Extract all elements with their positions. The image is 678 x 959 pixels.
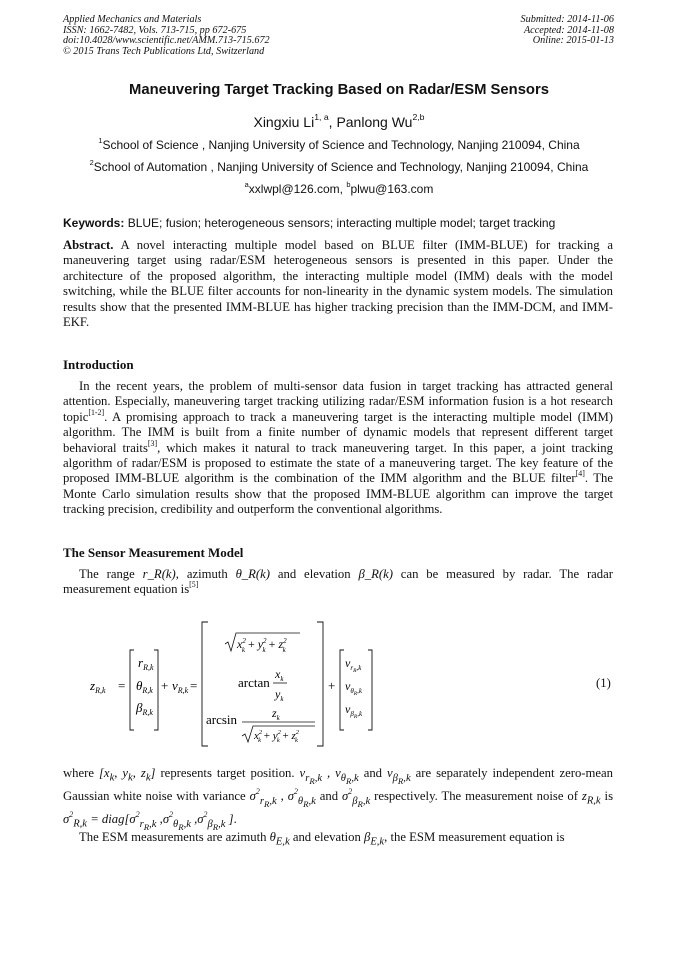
- math-inline: $\sigma^2_{R,k}$ = $diag[\sigma^2_{r_R,k}$ $,\sigma^2_{\theta_R,k}$ $,\sigma^2_{\beta_R,k}$ ]: [63, 810, 234, 832]
- body-text: and elevation: [270, 567, 359, 581]
- author-affil-sup: 1, a: [314, 112, 329, 123]
- eq-frac-num: $z_k$: [272, 706, 280, 722]
- math-symbol: r_R(k): [142, 567, 176, 581]
- math-inline: $v_{r_R,k}$ , $v_{\theta_R,k}$: [299, 766, 359, 786]
- body-text: can be measured by radar. The radar measurement equation is: [63, 567, 614, 597]
- affiliation-text: School of Automation , Nanjing University of Science and Technology, Nanjing 210094, China: [93, 160, 589, 174]
- dates-info: [521, 15, 614, 47]
- math-inline: $\sigma^2_{r_R,k}$ , $\sigma^2_{\theta_R,k}$: [249, 787, 316, 809]
- eq-noise-theta: $v_\theta R,k$: [345, 679, 363, 697]
- body-text: and: [358, 766, 387, 780]
- email-a[interactable]: xxlwpl@126.com,: [248, 182, 347, 196]
- eq-frac-num: $x_k$: [275, 667, 284, 683]
- online-date: Online: 2015-01-13: [532, 35, 614, 47]
- math-inline: $z_{R,k}$: [581, 789, 601, 807]
- esm-paragraph: [63, 830, 613, 850]
- math-fn: diag: [101, 812, 125, 827]
- body-text: The ESM measurements are azimuth: [79, 830, 270, 844]
- eq-noise: $v_{R,k}$: [172, 678, 189, 695]
- eq-plus: +: [328, 678, 336, 693]
- sqrt-expr: $x^2$ $k + y^2$ $k + z^2$ k: [237, 637, 287, 654]
- affiliation-sup: 1: [98, 136, 103, 146]
- author-affil-sup: 2,b: [412, 112, 425, 123]
- author-separator: ,: [328, 114, 337, 130]
- issn-line: ISSN: 1662-7482, Vols. 713-715, pp 672-675: [63, 24, 247, 36]
- eq-lhs: $z_{R,k}$: [90, 678, 106, 695]
- affiliation-1: [0, 138, 678, 152]
- email-sup: b: [346, 180, 351, 190]
- body-text: , azimuth: [175, 567, 236, 581]
- equation-number: (1): [596, 676, 611, 690]
- eq-vec-r: $r_{R,k}$: [138, 655, 154, 672]
- eq-vec-beta: $\beta_{R,k}$: [136, 700, 153, 717]
- abstract-text: A novel interacting multiple model based on BLUE filter (IMM-BLUE) for tracking a maneuvering target using radar/ESM heterogeneous sensors is presented in this paper. Under the architecture of the proposed algorithm, the interacting multiple model (IMM) deals with the model switching, while the BLUE filter accounts for non-linearity in the dynamic system models. The simulation results show that the presented IMM-BLUE has higher tracking precision than the IMM-DCM, and IMM-EKF.: [63, 238, 613, 330]
- eq-noise-beta: $v_\beta R,k$: [345, 702, 363, 720]
- doi-line: doi:10.4028/www.scientific.net/AMM.713-715.672: [63, 35, 270, 47]
- eq-noise-r: $v_rR,k$: [345, 656, 362, 674]
- submitted-date: Submitted: 2014-11-06: [520, 14, 614, 25]
- matrix-bracket-left: [202, 622, 208, 746]
- introduction-heading: Introduction: [63, 357, 134, 372]
- paper-title: Maneuvering Target Tracking Based on Radar/ESM Sensors: [129, 82, 549, 98]
- abstract-label: Abstract.: [63, 238, 114, 252]
- keywords-text: BLUE; fusion; heterogeneous sensors; interacting multiple model; target tracking: [124, 216, 556, 230]
- intro-text: , which makes it natural to track maneuvering target. In this paper, a joint tracking algorithm of radar/ESM is proposed to estimate the state of a maneuvering target. The key feature of the proposed IMM-BLUE algorithm is the combination of the IMM algorithm and the BLUE filter: [63, 440, 613, 486]
- body-text: and: [319, 789, 342, 804]
- email-b[interactable]: plwu@163.com: [350, 182, 434, 196]
- eq-plus: +: [161, 678, 169, 693]
- math-symbol: β_R(k): [358, 567, 393, 581]
- affiliation-2: [0, 160, 678, 174]
- equation-explanation: where [$x_k$, $y_k$, $z_k$] represents target position. $v_{r_R,k}$ , $v_{\theta_R,k}$ and $v_{\beta_R,k}$ are separately independent zero-mean Gaussian white noise with variance $\sigma^2_{r_R,k}$ , $\sigma^2_{\theta_R,k}$ and $\sigma^2_{\beta_R,k}$ respectively. The measurement noise of $z_{R,k}$ is $\sigma^2_{R,k}$ = $diag[\sigma^2_{r_R,k}$ $,\sigma^2_{\theta_R,k}$ $,\sigma^2_{\beta_R,k}$ ].: [63, 766, 614, 832]
- body-text: is: [600, 789, 614, 804]
- math-inline: $\sigma^2_{\beta_R,k}$: [342, 787, 371, 809]
- math-inline: $\beta_{E,k}$: [364, 830, 385, 848]
- copyright-line: © 2015 Trans Tech Publications Ltd, Switzerland: [63, 45, 265, 57]
- eq-frac-den: $y_k$: [275, 687, 284, 703]
- radar-measurement-equation: [90, 620, 620, 748]
- email-sup: a: [244, 180, 249, 190]
- author-line: [0, 114, 678, 130]
- sqrt-expr: $x^2$ $k + y^2$ $k + z^2$ k: [254, 729, 300, 744]
- citation: [5]: [189, 580, 199, 590]
- eq-equals: =: [118, 678, 126, 693]
- intro-text: In the recent years, the problem of multi-sensor data fusion in target tracking has attracted general attention. Especially, maneuvering target tracking utilizing radar/ESM information fusion is a hot research topic: [63, 379, 613, 424]
- math-inline: [$x_k$, $y_k$, $z_k$]: [98, 766, 156, 784]
- citation: [3]: [147, 438, 158, 448]
- eq-vec-theta: $\theta_{R,k}$: [136, 678, 153, 695]
- vector-bracket-right: [154, 650, 158, 730]
- intro-text: . A promising approach to track a maneuvering target is the interacting multiple model (IMM) algorithm. The IMM is built from a finite number of dynamic models that represent different target behavioral traits: [63, 409, 613, 455]
- journal-info: [63, 15, 270, 57]
- journal-name: Applied Mechanics and Materials: [63, 14, 202, 25]
- math-symbol: θ_R(k): [235, 567, 270, 581]
- author-name: Xingxiu Li: [253, 114, 315, 130]
- introduction-paragraph: [63, 379, 613, 518]
- author-name: Panlong Wu: [336, 114, 413, 130]
- eq-equals: =: [190, 678, 198, 693]
- keywords-label: Keywords:: [63, 216, 125, 230]
- eq-arctan: arctan: [238, 675, 270, 690]
- eq-arcsin: arcsin: [206, 712, 238, 727]
- citation: [1-2]: [88, 407, 105, 417]
- accepted-date: Accepted: 2014-11-08: [523, 24, 614, 36]
- email-line: [0, 182, 678, 196]
- body-text: are separately independent zero-mean Gaussian white noise with variance: [63, 766, 613, 804]
- body-text: represents target position.: [155, 766, 300, 780]
- affiliation-sup: 2: [89, 158, 94, 168]
- body-text: , the ESM measurement equation is: [384, 830, 565, 844]
- citation: [4]: [575, 469, 585, 479]
- math-inline: $\theta_{E,k}$: [269, 830, 290, 848]
- vector-bracket-right: [368, 650, 372, 730]
- body-text: respectively. The measurement noise of: [370, 789, 582, 804]
- affiliation-text: School of Science , Nanjing University of Science and Technology, Nanjing 210094, China: [102, 138, 580, 152]
- keywords: [63, 216, 623, 230]
- body-text: where: [63, 766, 99, 780]
- sensor-model-heading: The Sensor Measurement Model: [63, 545, 244, 560]
- vector-bracket-left: [340, 650, 344, 730]
- matrix-bracket-right: [317, 622, 323, 746]
- sensor-model-paragraph: [63, 567, 613, 598]
- intro-text: . The Monte Carlo simulation results show that the proposed IMM-BLUE algorithm can improve the target tracking precision, credibility and outperform the conventional algorithms.: [63, 471, 613, 517]
- body-text: The range: [79, 567, 143, 581]
- abstract: [63, 238, 613, 330]
- math-inline: $v_{\beta_R,k}$: [387, 766, 411, 786]
- vector-bracket-left: [130, 650, 134, 730]
- body-text: and elevation: [289, 830, 364, 844]
